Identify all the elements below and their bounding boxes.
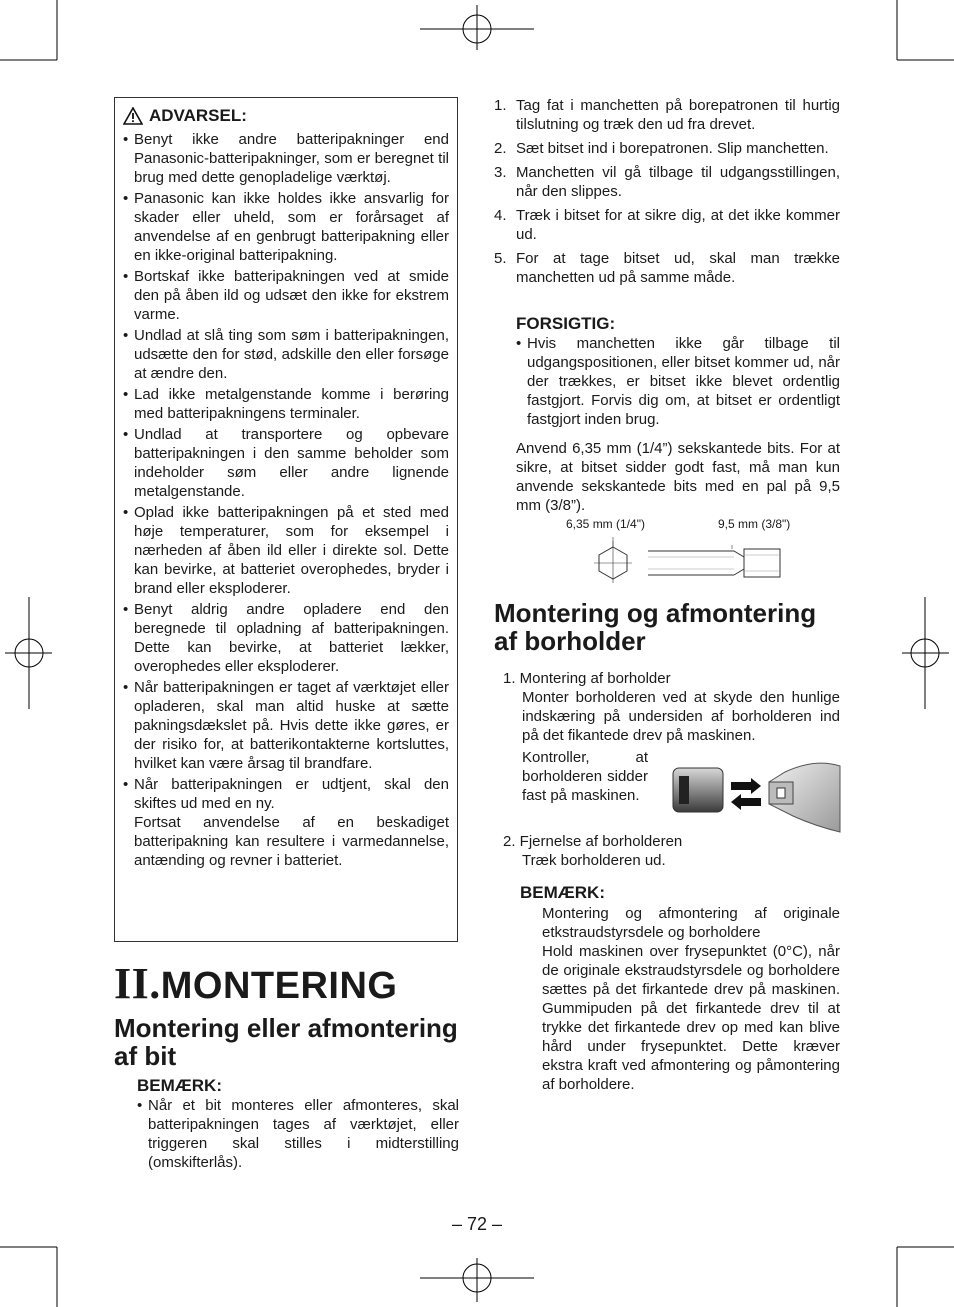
list-item [494,249,840,287]
note-list-bit [137,1096,459,1174]
step-text: Træk i bitset for at sikre dig, at det ikke kommer ud. [516,207,840,243]
list-item: • Benyt aldrig andre opladere end den beregnede til opladning af batteripakningen. Dette kan bevirke, at batteriet lækker, overophedes eller eksploderer. [123,600,449,676]
holder-step1-head: 1. Montering af borholder [503,670,671,687]
list-item: • Benyt ikke andre batteripakninger end Panasonic-batteripakninger, som er beregnet til brug med dette genopladelige værktøj. [123,130,449,187]
section-title-bit: Montering eller afmontering af bit [114,1013,458,1071]
step-text: Tag fat i manchetten på borepatronen til hurtig tilslutning og træk den ud fra drevet. [516,97,840,133]
list-item: • Oplad ikke batteripakningen på et sted med høje temperaturer, som for eksempel i nærheden af åben ild eller i direkte sol. Dette kan bevirke, at batteriet overophedes, bryder i brand eller eksploderer. [123,503,449,598]
section-title-holder: Montering og afmontering af borholder [494,598,817,656]
step-number: 1. [494,97,507,114]
caution-list [516,334,840,431]
step-text: Sæt bitset ind i borepatronen. Slip manchetten. [516,140,829,157]
warning-list [123,130,449,870]
chapter-title [114,958,397,1009]
holder-step1-text2: Kontroller, at borholderen sidder fast på maskinen. [522,749,648,804]
list-item [494,206,840,244]
step-text: For at tage bitset ud, skal man trække manchetten ud på samme måde. [516,250,840,286]
hex-bit-drawing [556,531,816,583]
list-item: • Når et bit monteres eller afmonteres, skal batteripakningen tages af værktøjet, eller triggeren skal stilles i midterstilling (omskifterlås). [137,1096,459,1172]
holder-step2-text: Træk borholderen ud. [522,852,666,869]
bit-label-right: 9,5 mm (3/8") [718,517,791,531]
warning-title: ADVARSEL: [149,106,247,125]
holder-step1-text: Monter borholderen ved at skyde den hunlige indskæring på undersiden af borholderen ind på det fikantede drev på maskinen. [522,689,840,744]
chapter-number: II. [114,959,161,1008]
list-item: • Panasonic kan ikke holdes ikke ansvarlig for skader eller uheld, som er forårsaget af anvendelse af en genbrugt batteripakning eller en ikke-original batteripakning. [123,189,449,265]
warning-triangle-icon [123,107,143,125]
step-text: Manchetten vil gå tilbage til udgangsstillingen, når den slippes. [516,164,840,200]
note-text-holder-2: Hold maskinen over frysepunktet (0°C), når de originale ekstraudstyrsdele og borholdere sættes på det firkantede drev på maskinen. Gummipuden på det firkantede drev til at trykke det firkantede drev op med kan blive hård under frysepunktet. Dette kræver ekstra kraft ved afmontering og påmontering af borholdere. [542,943,840,1093]
list-item-extra: Fortsat anvendelse af en beskadiget batteripakning kan resultere i varmedannelse, antænding og revner i batteriet. [134,814,449,869]
list-item: • Bortskaf ikke batteripakningen ved at smide den på åben ild og udsæt den ikke for ekstrem varme. [123,267,449,324]
list-item: • Undlad at slå ting som søm i batteripakningen, udsætte den for stød, adskille den eller forsøge at ændre den. [123,326,449,383]
steps-list [494,96,840,292]
note-title-holder: BEMÆRK: [520,883,605,902]
note-text-holder-1: Montering og afmontering af originale etkstraudstyrsdele og borholdere [542,905,840,941]
warning-heading [123,106,449,126]
list-item: • Lad ikke metalgenstande komme i berøring med batteripakningens terminaler. [123,385,449,423]
list-item: • Hvis manchetten ikke går tilbage til udgangspositionen, eller bitset kommer ud, når der trækkes, er bitset ikke blevet ordentlig fastgjort. Forvis dig om, at bitset er ordentligt fastgjort inden brug. [516,334,840,429]
step-number: 2. [494,140,507,157]
bits-paragraph: Anvend 6,35 mm (1/4”) sekskantede bits. For at sikre, at bitset sidder godt fast, må man kun anvende sekskantede bits med en pal på 9,5 mm (3/8”). [516,440,840,514]
holder-step2-head: 2. Fjernelse af borholderen [503,833,683,850]
step-number: 5. [494,250,507,267]
chapter-title-text: MONTERING [160,965,398,1007]
list-item [123,775,449,870]
warning-box [114,97,458,942]
step-number: 4. [494,207,507,224]
note-title-bit: BEMÆRK: [137,1076,222,1095]
list-item [494,163,840,201]
list-item [494,139,840,158]
list-item-text: Når batteripakningen er udtjent, skal den skiftes ud med en ny. [134,776,449,812]
caution-title: FORSIGTIG: [516,314,616,333]
bit-figure [556,517,816,583]
holder-mounting-drawing [665,752,841,834]
bit-label-left: 6,35 mm (1/4") [566,517,645,531]
list-item [494,96,840,134]
page-number: – 72 – [451,1214,503,1234]
list-item: • Når batteripakningen er taget af værktøjet eller opladeren, skal man altid huske at sætte pakningsdækslet på. Hvis dette ikke gøres, er der risiko for, at batterikontakterne kortsluttes, hvilket kan være årsag til brandfare. [123,678,449,773]
list-item: • Undlad at transportere og opbevare batteripakningen i den samme beholder som indeholder søm eller andre lignende metalgenstande. [123,425,449,501]
step-number: 3. [494,164,507,181]
